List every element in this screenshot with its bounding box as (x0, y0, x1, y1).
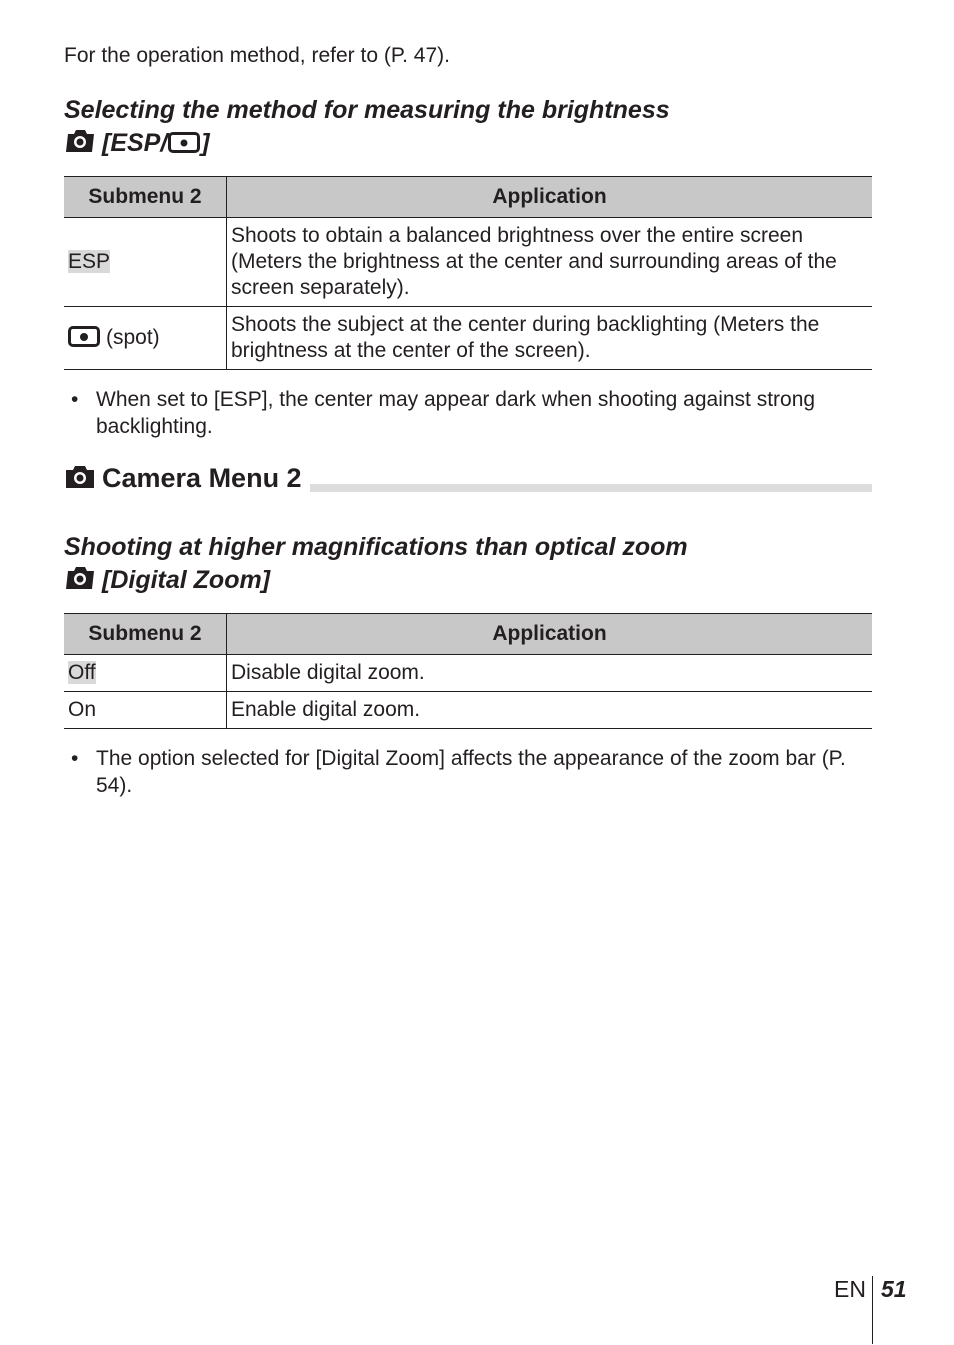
brightness-table (64, 176, 872, 370)
camera-icon (64, 462, 96, 498)
submenu-cell (64, 218, 227, 307)
section-title-digital-zoom (64, 531, 688, 599)
table-header-row (64, 614, 872, 655)
bullet: • (71, 388, 79, 411)
heading-label (64, 460, 310, 498)
title-bracket-close: ] (201, 129, 210, 157)
table-row (64, 692, 872, 729)
section-title-line1: Selecting the method for measuring the brightness (64, 96, 670, 124)
table-row (64, 655, 872, 692)
title-digital-zoom-text: [Digital Zoom] (102, 566, 271, 594)
bullet: • (71, 747, 79, 770)
intro-text: For the operation method, refer to (P. 47). (64, 44, 450, 67)
header-application: Application (227, 177, 873, 218)
camera-menu-2-heading (64, 460, 872, 496)
application-cell: Shoots the subject at the center during backlighting (Meters the brightness at the center of the screen). (227, 307, 873, 370)
digital-zoom-table (64, 613, 872, 729)
spot-metering-icon (68, 326, 100, 347)
submenu-off: Off (68, 661, 96, 684)
note-esp (64, 386, 872, 440)
application-cell: Enable digital zoom. (227, 692, 873, 729)
section-title-line2 (64, 127, 670, 162)
submenu-spot: (spot) (106, 326, 160, 349)
table-row (64, 218, 872, 307)
submenu-cell (64, 655, 227, 692)
footer-language: EN (834, 1276, 866, 1302)
section-title-brightness (64, 94, 670, 162)
camera-icon (64, 566, 96, 599)
title-esp-text: [ESP/ (102, 129, 168, 157)
note-text: When set to [ESP], the center may appear dark when shooting against strong backlighting. (96, 388, 816, 438)
footer-divider (872, 1276, 873, 1344)
submenu-cell: On (64, 692, 227, 729)
submenu-esp: ESP (68, 250, 111, 273)
table-row (64, 307, 872, 370)
header-application: Application (227, 614, 873, 655)
note-digital-zoom (64, 745, 872, 799)
spot-metering-icon (168, 132, 200, 153)
table-header-row (64, 177, 872, 218)
camera-icon (64, 129, 96, 162)
header-submenu: Submenu 2 (64, 177, 227, 218)
application-cell: Shoots to obtain a balanced brightness over the entire screen (Meters the brightness at the center and surrounding areas of the screen separately). (227, 218, 873, 307)
page-number: 51 (881, 1276, 907, 1302)
note-text: The option selected for [Digital Zoom] affects the appearance of the zoom bar (P. 54). (96, 747, 846, 797)
header-submenu: Submenu 2 (64, 614, 227, 655)
section-title-line2 (64, 564, 688, 599)
section-title-line1: Shooting at higher magnifications than optical zoom (64, 533, 688, 561)
application-cell: Disable digital zoom. (227, 655, 873, 692)
heading-text: Camera Menu 2 (102, 463, 302, 493)
submenu-cell (64, 307, 227, 370)
